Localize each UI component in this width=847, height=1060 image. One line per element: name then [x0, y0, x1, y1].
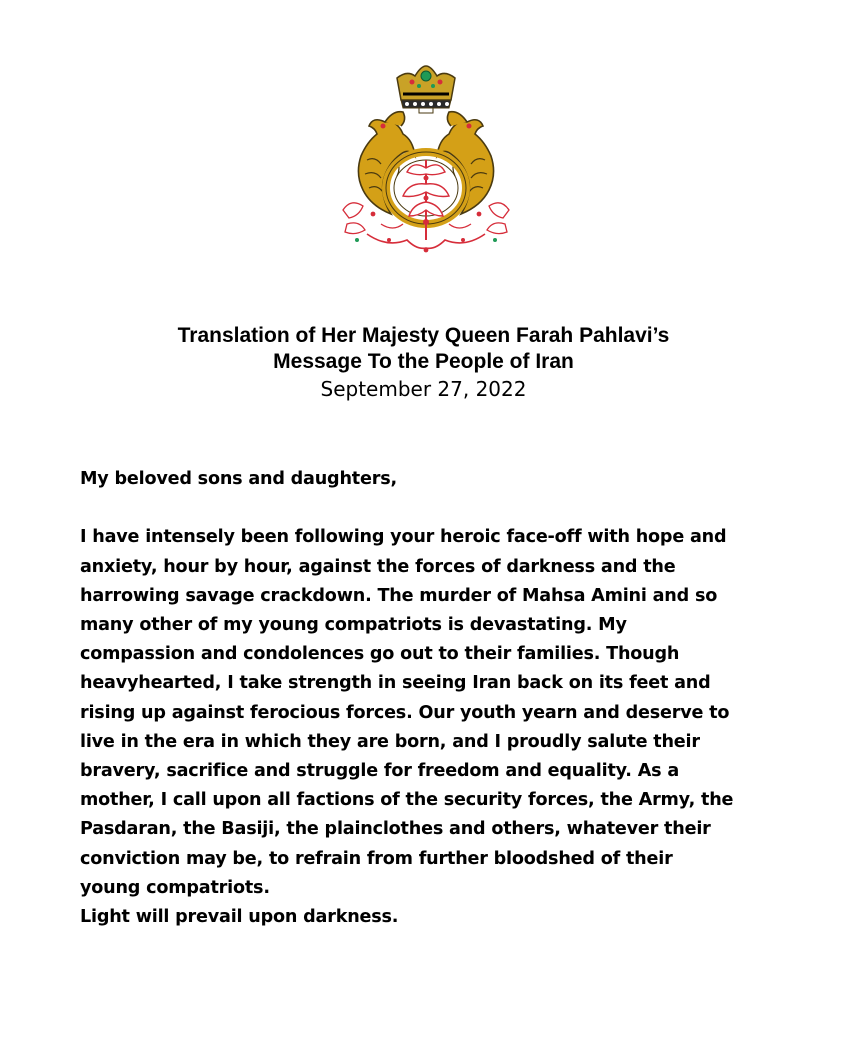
document-title: [0, 323, 847, 403]
paragraph-line: harrowing savage crackdown. The murder of Mahsa Amini and so: [80, 585, 718, 606]
paragraph-line: Pasdaran, the Basiji, the plainclothes and others, whatever their: [80, 819, 711, 840]
crown-icon: [397, 66, 455, 113]
paragraph-line: live in the era in which they are born, and I proudly salute their: [80, 731, 700, 752]
paragraph-line: many other of my young compatriots is devastating. My: [80, 615, 627, 635]
letter-body: [80, 465, 790, 932]
paragraph-line: compassion and condolences go out to their families. Though: [80, 644, 680, 665]
title-line-1: Translation of Her Majesty Queen Farah Pahlavi’s: [177, 324, 670, 347]
message-paragraph: [80, 523, 790, 903]
pahlavi-imperial-crest-icon: [337, 64, 515, 254]
document-date: September 27, 2022: [320, 377, 527, 401]
paragraph-line: anxiety, hour by hour, against the forces of darkness and the: [80, 556, 676, 577]
closing-line: Light will prevail upon darkness.: [80, 907, 399, 928]
paragraph-line: I have intensely been following your heroic face-off with hope and: [80, 527, 727, 548]
paragraph-line: rising up against ferocious forces. Our youth yearn and deserve to: [80, 702, 730, 723]
paragraph-line: mother, I call upon all factions of the security forces, the Army, the: [80, 790, 734, 811]
paragraph-line: conviction may be, to refrain from further bloodshed of their: [80, 848, 673, 869]
paragraph-line: bravery, sacrifice and struggle for freedom and equality. As a: [80, 761, 679, 782]
title-line-2: Message To the People of Iran: [273, 350, 574, 373]
paragraph-line: young compatriots.: [80, 877, 270, 898]
salutation: My beloved sons and daughters,: [80, 469, 397, 489]
floral-motif-icon: [403, 160, 449, 240]
paragraph-line: heavyhearted, I take strength in seeing Iran back on its feet and: [80, 673, 711, 694]
